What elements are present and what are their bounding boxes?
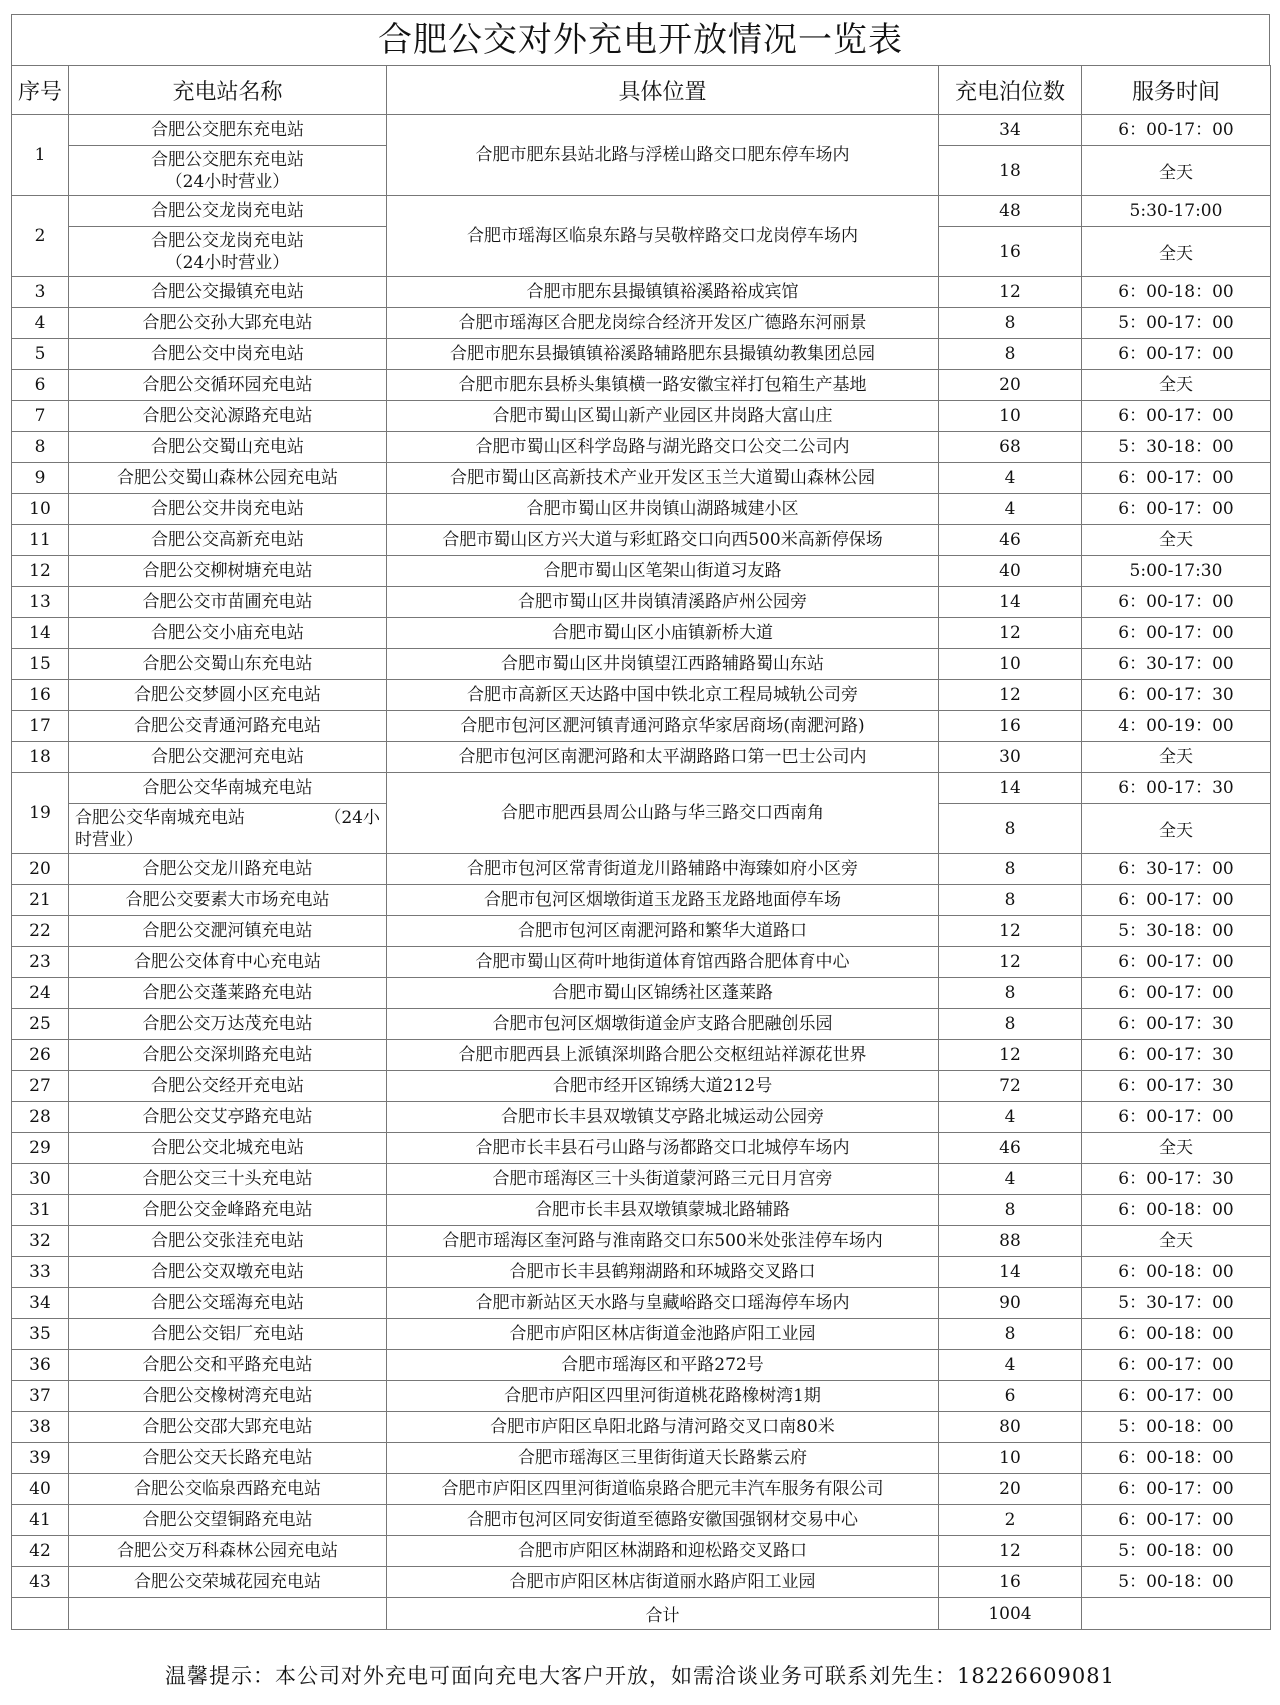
- row-location: 合肥市包河区淝河镇青通河路京华家居商场(南淝河路): [387, 711, 939, 742]
- row-name: 合肥公交撮镇充电站: [69, 277, 387, 308]
- row-slots: 14: [939, 587, 1082, 618]
- row-seq: 42: [12, 1536, 69, 1567]
- row-slots: 90: [939, 1288, 1082, 1319]
- row-hours: 6：00-17：00: [1082, 115, 1271, 146]
- row-name: 合肥公交淝河充电站: [69, 742, 387, 773]
- row-hours: 6：00-17：30: [1082, 680, 1271, 711]
- row-name: 合肥公交三十头充电站: [69, 1164, 387, 1195]
- row-location: 合肥市瑶海区和平路272号: [387, 1350, 939, 1381]
- row-hours: 6：00-17：30: [1082, 1071, 1271, 1102]
- table-row: [12, 1133, 1271, 1164]
- row-hours: 6：00-17：00: [1082, 494, 1271, 525]
- row-name: 合肥公交华南城充电站: [69, 773, 387, 804]
- table-row: [12, 115, 1271, 146]
- row-hours: 6：00-17：00: [1082, 1505, 1271, 1536]
- row-seq: 39: [12, 1443, 69, 1474]
- row-seq: 36: [12, 1350, 69, 1381]
- row-slots: 16: [939, 711, 1082, 742]
- row-seq: 18: [12, 742, 69, 773]
- row-slots: 14: [939, 1257, 1082, 1288]
- row-location: 合肥市庐阳区阜阳北路与清河路交叉口南80米: [387, 1412, 939, 1443]
- table-header-row: [12, 66, 1271, 115]
- row-hours: 全天: [1082, 1133, 1271, 1164]
- header-location: 具体位置: [387, 66, 939, 115]
- row-location: 合肥市肥西县上派镇深圳路合肥公交枢纽站祥源花世界: [387, 1040, 939, 1071]
- row-slots: 8: [939, 978, 1082, 1009]
- total-hours-empty: [1082, 1598, 1271, 1630]
- row-name: 合肥公交艾亭路充电站: [69, 1102, 387, 1133]
- row-location: 合肥市肥东县撮镇镇裕溪路裕成宾馆: [387, 277, 939, 308]
- row-slots: 8: [939, 339, 1082, 370]
- row-location: 合肥市庐阳区林店街道丽水路庐阳工业园: [387, 1567, 939, 1598]
- table-row: [12, 525, 1271, 556]
- row-seq: 41: [12, 1505, 69, 1536]
- row-slots: 20: [939, 370, 1082, 401]
- row-hours: 6：00-17：00: [1082, 339, 1271, 370]
- row-seq: 23: [12, 947, 69, 978]
- table-row: [12, 1350, 1271, 1381]
- row-seq: 28: [12, 1102, 69, 1133]
- row-seq: 4: [12, 308, 69, 339]
- row-seq: 7: [12, 401, 69, 432]
- row-seq: 15: [12, 649, 69, 680]
- row-slots: 12: [939, 916, 1082, 947]
- row-location: 合肥市包河区常青街道龙川路辅路中海臻如府小区旁: [387, 854, 939, 885]
- row-name: 合肥公交望铜路充电站: [69, 1505, 387, 1536]
- row-name: [69, 227, 387, 277]
- table-row: [12, 1443, 1271, 1474]
- row-location: 合肥市蜀山区小庙镇新桥大道: [387, 618, 939, 649]
- row-location: 合肥市长丰县石弓山路与汤都路交口北城停车场内: [387, 1133, 939, 1164]
- row-slots: 8: [939, 854, 1082, 885]
- header-slots: 充电泊位数: [939, 66, 1082, 115]
- table-row: [12, 1071, 1271, 1102]
- row-name: [69, 146, 387, 196]
- row-seq: 33: [12, 1257, 69, 1288]
- row-hours: 全天: [1082, 227, 1271, 277]
- row-location: 合肥市瑶海区三十头街道蒙河路三元日月宫旁: [387, 1164, 939, 1195]
- total-seq-empty: [12, 1598, 69, 1630]
- row-seq: 17: [12, 711, 69, 742]
- row-seq: 32: [12, 1226, 69, 1257]
- row-location: 合肥市包河区烟墩街道玉龙路玉龙路地面停车场: [387, 885, 939, 916]
- table-row: [12, 587, 1271, 618]
- row-hours: 5：00-17：00: [1082, 308, 1271, 339]
- row-name: 合肥公交中岗充电站: [69, 339, 387, 370]
- row-name: 合肥公交柳树塘充电站: [69, 556, 387, 587]
- row-location: 合肥市长丰县鹤翔湖路和环城路交叉路口: [387, 1257, 939, 1288]
- row-slots: 8: [939, 885, 1082, 916]
- row-name-note-a: （24小: [324, 807, 380, 828]
- row-name-note-b: 时营业）: [75, 829, 143, 850]
- row-slots: 12: [939, 1040, 1082, 1071]
- row-location: 合肥市庐阳区四里河街道桃花路橡树湾1期: [387, 1381, 939, 1412]
- row-slots: 88: [939, 1226, 1082, 1257]
- row-seq: 12: [12, 556, 69, 587]
- row-name: 合肥公交双墩充电站: [69, 1257, 387, 1288]
- row-hours: 6：00-18：00: [1082, 1195, 1271, 1226]
- row-hours: 6：00-17：00: [1082, 1350, 1271, 1381]
- row-hours: 6：00-17：00: [1082, 947, 1271, 978]
- row-location: 合肥市蜀山区锦绣社区蓬莱路: [387, 978, 939, 1009]
- row-name-text: 合肥公交肥东充电站: [151, 149, 304, 170]
- row-name: 合肥公交万科森林公园充电站: [69, 1536, 387, 1567]
- total-row: [12, 1598, 1271, 1630]
- row-seq: 38: [12, 1412, 69, 1443]
- row-location: 合肥市包河区南淝河路和太平湖路路口第一巴士公司内: [387, 742, 939, 773]
- row-name: 合肥公交龙川路充电站: [69, 854, 387, 885]
- row-location: 合肥市蜀山区蜀山新产业园区井岗路大富山庄: [387, 401, 939, 432]
- table-row: [12, 947, 1271, 978]
- row-seq: 5: [12, 339, 69, 370]
- table-row: [12, 1381, 1271, 1412]
- row-slots: 72: [939, 1071, 1082, 1102]
- table-row: [12, 711, 1271, 742]
- row-name: 合肥公交循环园充电站: [69, 370, 387, 401]
- row-slots: 14: [939, 773, 1082, 804]
- row-location: 合肥市经开区锦绣大道212号: [387, 1071, 939, 1102]
- row-slots: 2: [939, 1505, 1082, 1536]
- row-name: 合肥公交万达茂充电站: [69, 1009, 387, 1040]
- row-name: 合肥公交荣城花园充电站: [69, 1567, 387, 1598]
- row-name: 合肥公交肥东充电站: [69, 115, 387, 146]
- table-row: [12, 916, 1271, 947]
- row-slots: 68: [939, 432, 1082, 463]
- table-row: [12, 742, 1271, 773]
- table-row: [12, 1288, 1271, 1319]
- contact-tip: 温馨提示：本公司对外充电可面向充电大客户开放，如需洽谈业务可联系刘先生：18226609081: [165, 1664, 1115, 1688]
- row-name: 合肥公交邵大郢充电站: [69, 1412, 387, 1443]
- row-slots: 10: [939, 649, 1082, 680]
- total-label: 合计: [387, 1598, 939, 1630]
- row-name: 合肥公交蜀山东充电站: [69, 649, 387, 680]
- row-slots: 18: [939, 146, 1082, 196]
- row-seq: 2: [12, 196, 69, 277]
- row-seq: 8: [12, 432, 69, 463]
- row-slots: 4: [939, 1350, 1082, 1381]
- row-seq: 37: [12, 1381, 69, 1412]
- row-location: 合肥市瑶海区三里街街道天长路紫云府: [387, 1443, 939, 1474]
- table-row: [12, 854, 1271, 885]
- row-name-note: （24小时营业）: [165, 171, 290, 192]
- row-slots: 8: [939, 1009, 1082, 1040]
- row-seq: 29: [12, 1133, 69, 1164]
- row-name: 合肥公交市苗圃充电站: [69, 587, 387, 618]
- table-row: [12, 308, 1271, 339]
- row-hours: 5：30-18：00: [1082, 432, 1271, 463]
- total-slots: 1004: [939, 1598, 1082, 1630]
- row-seq: 20: [12, 854, 69, 885]
- row-name: 合肥公交高新充电站: [69, 525, 387, 556]
- table-row: [12, 978, 1271, 1009]
- row-hours: 6：00-17：30: [1082, 1009, 1271, 1040]
- row-seq: 13: [12, 587, 69, 618]
- row-seq: 19: [12, 773, 69, 854]
- row-hours: 全天: [1082, 370, 1271, 401]
- row-location: 合肥市肥东县撮镇镇裕溪路辅路肥东县撮镇幼教集团总园: [387, 339, 939, 370]
- row-hours: 全天: [1082, 1226, 1271, 1257]
- row-seq: 21: [12, 885, 69, 916]
- row-name: 合肥公交孙大郢充电站: [69, 308, 387, 339]
- row-name-text: 合肥公交华南城充电站: [75, 807, 245, 828]
- row-hours: 5:00-17:30: [1082, 556, 1271, 587]
- row-name: 合肥公交蜀山充电站: [69, 432, 387, 463]
- row-name: 合肥公交井岗充电站: [69, 494, 387, 525]
- row-name: 合肥公交金峰路充电站: [69, 1195, 387, 1226]
- row-location: 合肥市蜀山区荷叶地街道体育馆西路合肥体育中心: [387, 947, 939, 978]
- table-body-block-b: [12, 854, 1271, 1598]
- table-row: [12, 370, 1271, 401]
- table-row: [12, 196, 1271, 227]
- table-row: [12, 494, 1271, 525]
- table-row: [12, 277, 1271, 308]
- row-slots: 10: [939, 401, 1082, 432]
- table-row: [12, 1009, 1271, 1040]
- row-location: 合肥市包河区南淝河路和繁华大道路口: [387, 916, 939, 947]
- row-location: 合肥市包河区烟墩街道金庐支路合肥融创乐园: [387, 1009, 939, 1040]
- row-slots: 8: [939, 308, 1082, 339]
- row-slots: 8: [939, 1319, 1082, 1350]
- row-name: 合肥公交瑶海充电站: [69, 1288, 387, 1319]
- row-slots: 12: [939, 680, 1082, 711]
- row-name: 合肥公交淝河镇充电站: [69, 916, 387, 947]
- row-name: 合肥公交蓬莱路充电站: [69, 978, 387, 1009]
- row-location: 合肥市庐阳区林店街道金池路庐阳工业园: [387, 1319, 939, 1350]
- table-row: [12, 463, 1271, 494]
- row-name: 合肥公交橡树湾充电站: [69, 1381, 387, 1412]
- row-location: 合肥市庐阳区四里河街道临泉路合肥元丰汽车服务有限公司: [387, 1474, 939, 1505]
- row-seq: 14: [12, 618, 69, 649]
- row-hours: 全天: [1082, 804, 1271, 854]
- row-slots: 12: [939, 618, 1082, 649]
- row-hours: 全天: [1082, 742, 1271, 773]
- row-location: 合肥市长丰县双墩镇艾亭路北城运动公园旁: [387, 1102, 939, 1133]
- row-seq: 40: [12, 1474, 69, 1505]
- row-slots: 12: [939, 947, 1082, 978]
- row-slots: 40: [939, 556, 1082, 587]
- row-hours: 5:30-17:00: [1082, 196, 1271, 227]
- row-name: 合肥公交天长路充电站: [69, 1443, 387, 1474]
- row-location: 合肥市肥西县周公山路与华三路交口西南角: [387, 773, 939, 854]
- row-hours: 5：30-17：00: [1082, 1288, 1271, 1319]
- row-name: 合肥公交体育中心充电站: [69, 947, 387, 978]
- row-location: 合肥市长丰县双墩镇蒙城北路辅路: [387, 1195, 939, 1226]
- row-hours: 6：00-18：00: [1082, 1443, 1271, 1474]
- total-name-empty: [69, 1598, 387, 1630]
- row-location: 合肥市蜀山区笔架山街道习友路: [387, 556, 939, 587]
- row-hours: 6：30-17：00: [1082, 854, 1271, 885]
- row-seq: 22: [12, 916, 69, 947]
- row-name: 合肥公交小庙充电站: [69, 618, 387, 649]
- page-title: 合肥公交对外充电开放情况一览表: [11, 14, 1270, 65]
- row-hours: 5：00-18：00: [1082, 1412, 1271, 1443]
- row-hours: 6：30-17：00: [1082, 649, 1271, 680]
- table-row: [12, 649, 1271, 680]
- row-name: 合肥公交临泉西路充电站: [69, 1474, 387, 1505]
- row-seq: 6: [12, 370, 69, 401]
- table-row: [12, 1319, 1271, 1350]
- table-row: [12, 1226, 1271, 1257]
- table-body-block-a: [12, 277, 1271, 773]
- row-slots: 80: [939, 1412, 1082, 1443]
- row-location: 合肥市蜀山区井岗镇望江西路辅路蜀山东站: [387, 649, 939, 680]
- row-hours: 6：00-17：00: [1082, 1474, 1271, 1505]
- table-row: [12, 1412, 1271, 1443]
- row-slots: 16: [939, 227, 1082, 277]
- row-slots: 12: [939, 1536, 1082, 1567]
- row-hours: 6：00-17：30: [1082, 1040, 1271, 1071]
- row-seq: 26: [12, 1040, 69, 1071]
- table-row: [12, 680, 1271, 711]
- row-location: 合肥市瑶海区奎河路与淮南路交口东500米处张洼停车场内: [387, 1226, 939, 1257]
- row-location: 合肥市新站区天水路与皇藏峪路交口瑶海停车场内: [387, 1288, 939, 1319]
- row-location: 合肥市蜀山区高新技术产业开发区玉兰大道蜀山森林公园: [387, 463, 939, 494]
- table-row: [12, 339, 1271, 370]
- row-location: 合肥市肥东县桥头集镇横一路安徽宝祥打包箱生产基地: [387, 370, 939, 401]
- row-location: 合肥市肥东县站北路与浮槎山路交口肥东停车场内: [387, 115, 939, 196]
- table-row: [12, 556, 1271, 587]
- header-hours: 服务时间: [1082, 66, 1271, 115]
- row-location: 合肥市蜀山区科学岛路与湖光路交口公交二公司内: [387, 432, 939, 463]
- row-hours: 6：00-17：00: [1082, 978, 1271, 1009]
- table-row: [12, 773, 1271, 804]
- table-row: [12, 1257, 1271, 1288]
- row-hours: 6：00-18：00: [1082, 1319, 1271, 1350]
- table-row: [12, 1536, 1271, 1567]
- row-hours: 6：00-17：00: [1082, 1102, 1271, 1133]
- row-seq: 43: [12, 1567, 69, 1598]
- row-slots: 46: [939, 1133, 1082, 1164]
- row-seq: 11: [12, 525, 69, 556]
- row-hours: 6：00-17：00: [1082, 1381, 1271, 1412]
- row-seq: 9: [12, 463, 69, 494]
- row-slots: 4: [939, 1102, 1082, 1133]
- row-hours: 6：00-18：00: [1082, 1257, 1271, 1288]
- header-seq: 序号: [12, 66, 69, 115]
- row-location: 合肥市瑶海区临泉东路与吴敬梓路交口龙岗停车场内: [387, 196, 939, 277]
- table-row: [12, 885, 1271, 916]
- row-name: 合肥公交和平路充电站: [69, 1350, 387, 1381]
- row-name: 合肥公交张洼充电站: [69, 1226, 387, 1257]
- row-seq: 10: [12, 494, 69, 525]
- row-name-note: （24小时营业）: [165, 252, 290, 273]
- row-hours: 6：00-17：30: [1082, 1164, 1271, 1195]
- row-slots: 20: [939, 1474, 1082, 1505]
- table-row: [12, 432, 1271, 463]
- row-location: 合肥市高新区天达路中国中铁北京工程局城轨公司旁: [387, 680, 939, 711]
- table-row: [12, 1567, 1271, 1598]
- table-row: [12, 1164, 1271, 1195]
- row-seq: 16: [12, 680, 69, 711]
- row-hours: 全天: [1082, 525, 1271, 556]
- row-seq: 24: [12, 978, 69, 1009]
- row-location: 合肥市瑶海区合肥龙岗综合经济开发区广德路东河丽景: [387, 308, 939, 339]
- table-row: [12, 1195, 1271, 1226]
- row-hours: 6：00-17：00: [1082, 587, 1271, 618]
- table-row: [12, 1474, 1271, 1505]
- header-name: 充电站名称: [69, 66, 387, 115]
- row-slots: 16: [939, 1567, 1082, 1598]
- row-name: 合肥公交铝厂充电站: [69, 1319, 387, 1350]
- row-slots: 4: [939, 463, 1082, 494]
- row-hours: 6：00-17：00: [1082, 618, 1271, 649]
- row-name: 合肥公交北城充电站: [69, 1133, 387, 1164]
- row-name: 合肥公交蜀山森林公园充电站: [69, 463, 387, 494]
- row-seq: 27: [12, 1071, 69, 1102]
- row-location: 合肥市蜀山区井岗镇山湖路城建小区: [387, 494, 939, 525]
- table-row: [12, 1102, 1271, 1133]
- table-row: [12, 1505, 1271, 1536]
- row-hours: 4：00-19：00: [1082, 711, 1271, 742]
- row-name: [69, 804, 387, 854]
- row-seq: 35: [12, 1319, 69, 1350]
- row-name-wrap: [69, 807, 386, 851]
- row-hours: 6：00-18：00: [1082, 277, 1271, 308]
- row-name: 合肥公交经开充电站: [69, 1071, 387, 1102]
- row-name-text: 合肥公交龙岗充电站: [151, 230, 304, 251]
- row-slots: 10: [939, 1443, 1082, 1474]
- row-hours: 6：00-17：00: [1082, 885, 1271, 916]
- table-row: [12, 401, 1271, 432]
- row-slots: 4: [939, 1164, 1082, 1195]
- row-hours: 5：00-18：00: [1082, 1536, 1271, 1567]
- table-row: [12, 1040, 1271, 1071]
- row-seq: 34: [12, 1288, 69, 1319]
- charging-station-table: [11, 65, 1271, 1630]
- row-name: 合肥公交青通河路充电站: [69, 711, 387, 742]
- row-slots: 6: [939, 1381, 1082, 1412]
- row-slots: 30: [939, 742, 1082, 773]
- table-row: [12, 618, 1271, 649]
- row-hours: 6：00-17：00: [1082, 463, 1271, 494]
- row-slots: 46: [939, 525, 1082, 556]
- row-hours: 6：00-17：30: [1082, 773, 1271, 804]
- row-slots: 8: [939, 1195, 1082, 1226]
- row-seq: 25: [12, 1009, 69, 1040]
- row-location: 合肥市蜀山区方兴大道与彩虹路交口向西500米高新停保场: [387, 525, 939, 556]
- row-slots: 12: [939, 277, 1082, 308]
- row-name: 合肥公交沁源路充电站: [69, 401, 387, 432]
- row-hours: 6：00-17：00: [1082, 401, 1271, 432]
- row-slots: 48: [939, 196, 1082, 227]
- row-name: 合肥公交要素大市场充电站: [69, 885, 387, 916]
- row-seq: 31: [12, 1195, 69, 1226]
- row-hours: 5：30-18：00: [1082, 916, 1271, 947]
- row-location: 合肥市庐阳区林湖路和迎松路交叉路口: [387, 1536, 939, 1567]
- row-hours: 5：00-18：00: [1082, 1567, 1271, 1598]
- row-slots: 4: [939, 494, 1082, 525]
- row-name: 合肥公交龙岗充电站: [69, 196, 387, 227]
- row-location: 合肥市包河区同安街道至德路安徽国强钢材交易中心: [387, 1505, 939, 1536]
- row-seq: 30: [12, 1164, 69, 1195]
- row-slots: 34: [939, 115, 1082, 146]
- row-hours: 全天: [1082, 146, 1271, 196]
- row-name: 合肥公交深圳路充电站: [69, 1040, 387, 1071]
- row-seq: 3: [12, 277, 69, 308]
- row-seq: 1: [12, 115, 69, 196]
- row-name: 合肥公交梦圆小区充电站: [69, 680, 387, 711]
- row-location: 合肥市蜀山区井岗镇清溪路庐州公园旁: [387, 587, 939, 618]
- row-slots: 8: [939, 804, 1082, 854]
